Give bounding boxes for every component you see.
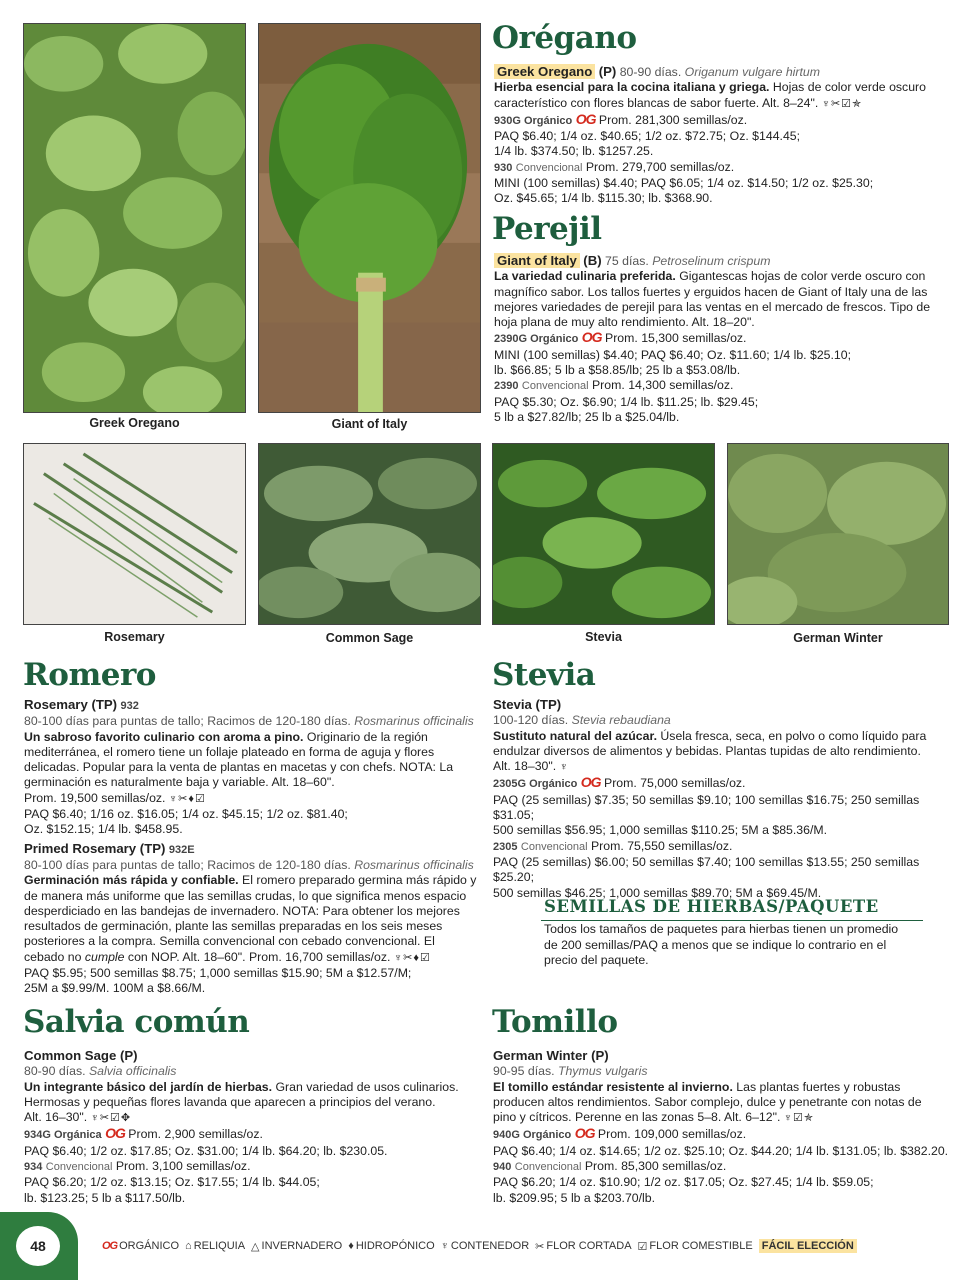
container-icon: ♆ (440, 1240, 449, 1252)
organic-icon: OG (102, 1240, 118, 1252)
photo-greek-oregano (23, 23, 246, 413)
organic-icon: OG (580, 774, 601, 791)
variety-name: Greek Oregano (494, 64, 595, 79)
variety-name: Giant of Italy (494, 253, 580, 268)
container-icon: ♆ (559, 761, 569, 774)
organic-icon: OG (581, 329, 602, 346)
photo-german-winter (727, 443, 949, 625)
attribute-icons: ♆✂☑✥ (90, 1112, 132, 1125)
heading-romero: Romero (23, 657, 156, 693)
legend-organico: ORGÁNICO (119, 1240, 180, 1252)
greenhouse-icon: △ (251, 1240, 260, 1253)
organic-icon: OG (574, 1125, 595, 1142)
legend-contenedor: CONTENEDOR (450, 1240, 530, 1252)
photo-common-sage (258, 443, 481, 625)
attribute-icons: ♆✂♦☑ (168, 792, 206, 805)
organic-icon: OG (575, 110, 596, 127)
heading-stevia: Stevia (492, 657, 596, 693)
photo-rosemary (23, 443, 246, 625)
legend-invernadero: INVERNADERO (261, 1240, 343, 1252)
legend-hidroponico: HIDROPÓNICO (355, 1240, 435, 1252)
heading-tomillo: Tomillo (492, 1004, 618, 1040)
variety-name: Common Sage (P) (24, 1048, 138, 1063)
variety-name: Stevia (TP) (493, 697, 562, 712)
caption-common-sage: Common Sage (325, 631, 414, 645)
attribute-icons: ♆✂☑✯ (821, 97, 863, 110)
caption-stevia: Stevia (585, 630, 622, 644)
edible-flower-icon: ☑ (637, 1240, 648, 1253)
legend-flor-cortada: FLOR CORTADA (546, 1240, 632, 1252)
perejil-section: Giant of Italy (B) 75 días. Petroselinum crispum La variedad culinaria preferida. Gigantescas hojas de color verde oscuro con magnífico sabor. Los tallos fuertes y erguidos hacen de Giant of Italy una de las mejores variedades de perejil para las ventas en el mercado de frescos. Tipo de hoja plana de muy alto rendimiento. Alt. 18–20". 2390G Orgánico OG Prom. 15,300 semillas/oz. MINI (100 semillas) $4.40; PAQ $6.40; Oz. $11.60; 1/4 lb. $25.10; lb. $66.85; 5 lb a $58.85/lb; 25 lb a $53.08/lb. 2390 Convencional Prom. 14,300 semillas/oz. PAQ $5.30; Oz. $6.90; 1/4 lb. $11.25; lb. $29.45; 5 lb a $27.82/lb; 25 lb a $25.04/lb. (494, 253, 931, 424)
caption-greek-oregano: Greek Oregano (89, 416, 180, 430)
caption-german-winter: German Winter (793, 631, 883, 645)
variety-name: Primed Rosemary (TP) (24, 840, 166, 856)
variety-name: German Winter (P) (493, 1048, 609, 1063)
heading-oregano: Orégano (492, 20, 637, 56)
page-number: 48 (16, 1226, 60, 1266)
heading-salvia: Salvia común (23, 1004, 250, 1040)
herb-packet-box-title: SEMILLAS DE HIERBAS/PAQUETE (544, 897, 879, 916)
tomillo-section: German Winter (P) 90-95 días. Thymus vulgaris El tomillo estándar resistente al invierno. Las plantas fuertes y robustas producen altos rendimientos. Sabor complejo, dulce y penetrante con notas de pino y cítricos. Perenne en las zonas 5–8. Alt. 6–12". ♆☑✯ 940G Orgánico OG Prom. 109,000 semillas/oz. PAQ $6.40; 1/4 oz. $14.65; 1/2 oz. $25.10; Oz. $44.20; 1/4 lb. $131.05; lb. $382.20. 940 Convencional Prom. 85,300 semillas/oz. PAQ $6.20; 1/4 oz. $10.90; 1/2 oz. $17.05; Oz. $27.45; 1/4 lb. $59.05; lb. $209.95; 5 lb a $203.70/lb. (493, 1048, 949, 1205)
icon-legend (102, 1239, 857, 1253)
cut-flower-icon: ✂ (535, 1240, 545, 1253)
heirloom-icon: ⌂ (185, 1240, 192, 1252)
attribute-icons: ♆✂♦☑ (393, 951, 431, 964)
box-divider (541, 920, 923, 921)
photo-stevia (492, 443, 715, 625)
attribute-icons: ♆☑✯ (783, 1112, 815, 1125)
caption-giant-of-italy: Giant of Italy (331, 417, 408, 431)
legend-flor-comestible: FLOR COMESTIBLE (649, 1240, 753, 1252)
legend-reliquia: RELIQUIA (193, 1240, 246, 1252)
variety-name: Rosemary (TP) (24, 697, 118, 712)
photo-giant-of-italy (258, 23, 481, 413)
romero-section: Rosemary (TP) 932 80-100 días para puntas de tallo; Racimos de 120-180 días. Rosmarinus officinalis Un sabroso favorito culinario con aroma a pino. Originario de la región mediterránea, el romero tiene un follaje plateado en forma de aguja y flores delicadas. Popular para la venta de plantas en macetas y con chefs. NOTA: La germinación es naturalmente baja y variable. Alt. 18–60". Prom. 19,500 semillas/oz. ♆✂♦☑ PAQ $6.40; 1/16 oz. $16.05; 1/4 oz. $45.15; 1/2 oz. $81.40; Oz. $152.15; 1/4 lb. $458.95. Primed Rosemary (TP) 932E 80-100 días para puntas de tallo; Racimos de 120-180 días. Rosmarinus officinalis Germinación más rápida y confiable. El romero preparado germina más rápido y de manera más uniforme que las semillas crudas, lo que significa menos espacio desperdiciado en las bandejas de invernadero. NOTA: Para obtener los mejores resultados de germinación, plante las semillas preparadas en los seis meses posteriores a la compra. Semilla convencional con cebado convencional. El cebado no cumple con NOP. Alt. 18–60". Prom. 16,700 semillas/oz. ♆✂♦☑ PAQ $5.95; 500 semillas $8.75; 1,000 semillas $15.90; 5M a $12.57/M; 25M a $9.99/M. 100M a $8.66/M. (24, 697, 477, 996)
heading-perejil: Perejil (492, 211, 602, 247)
organic-icon: OG (105, 1125, 125, 1142)
stevia-section: Stevia (TP) 100-120 días. Stevia rebaudiana Sustituto natural del azúcar. Úsela fresca, seca, en polvo o como líquido para endulzar diversos de alimentos y bebidas. Plantas tupidas de alto rendimiento. Alt. 18–30". ♆ 2305G Orgánico OG Prom. 75,000 semillas/oz. PAQ (25 semillas) $7.35; 50 semillas $9.10; 100 semillas $16.75; 250 semillas $31.05; 500 semillas $56.95; 1,000 semillas $110.25; 5M a $85.36/M. 2305 Convencional Prom. 75,550 semillas/oz. PAQ (25 semillas) $6.00; 50 semillas $7.40; 100 semillas $13.55; 250 semillas $25.20; 500 semillas $46.25; 1,000 semillas $89.70; 5M a $69.45/M. (493, 697, 927, 900)
herb-packet-box-text: Todos los tamaños de paquetes para hierbas tienen un promedio de 200 semillas/PAQ a menos que se indique lo contrario en el precio del paquete. (544, 922, 899, 967)
salvia-section: Common Sage (P) 80-90 días. Salvia officinalis Un integrante básico del jardín de hierbas. Gran variedad de usos culinarios. Hermosas y pequeñas flores lavanda que aparecen a principios del verano. Alt. 16–30". ♆✂☑✥ 934G Orgánica OG Prom. 2,900 semillas/oz. PAQ $6.40; 1/2 oz. $17.85; Oz. $31.00; 1/4 lb. $64.20; lb. $230.05. 934 Convencional Prom. 3,100 semillas/oz. PAQ $6.20; 1/2 oz. $13.15; Oz. $17.55; 1/4 lb. $44.05; lb. $123.25; 5 lb a $117.50/lb. (24, 1048, 459, 1205)
hydroponic-icon: ♦ (348, 1240, 354, 1252)
legend-facil-eleccion: FÁCIL ELECCIÓN (759, 1239, 857, 1253)
oregano-section: Greek Oregano (P) 80-90 días. Origanum vulgare hirtum Hierba esencial para la cocina italiana y griega. Hojas de color verde oscuro característico con flores blancas de sabor fuerte. Alt. 8–24". ♆✂☑✯ 930G Orgánico OG Prom. 281,300 semillas/oz. PAQ $6.40; 1/4 oz. $40.65; 1/2 oz. $72.75; Oz. $144.45; 1/4 lb. $374.50; lb. $1257.25. 930 Convencional Prom. 279,700 semillas/oz. MINI (100 semillas) $4.40; PAQ $6.05; 1/4 oz. $14.50; 1/2 oz. $25.30; Oz. $45.65; 1/4 lb. $115.30; lb. $368.90. (494, 64, 926, 206)
caption-rosemary: Rosemary (104, 630, 165, 644)
